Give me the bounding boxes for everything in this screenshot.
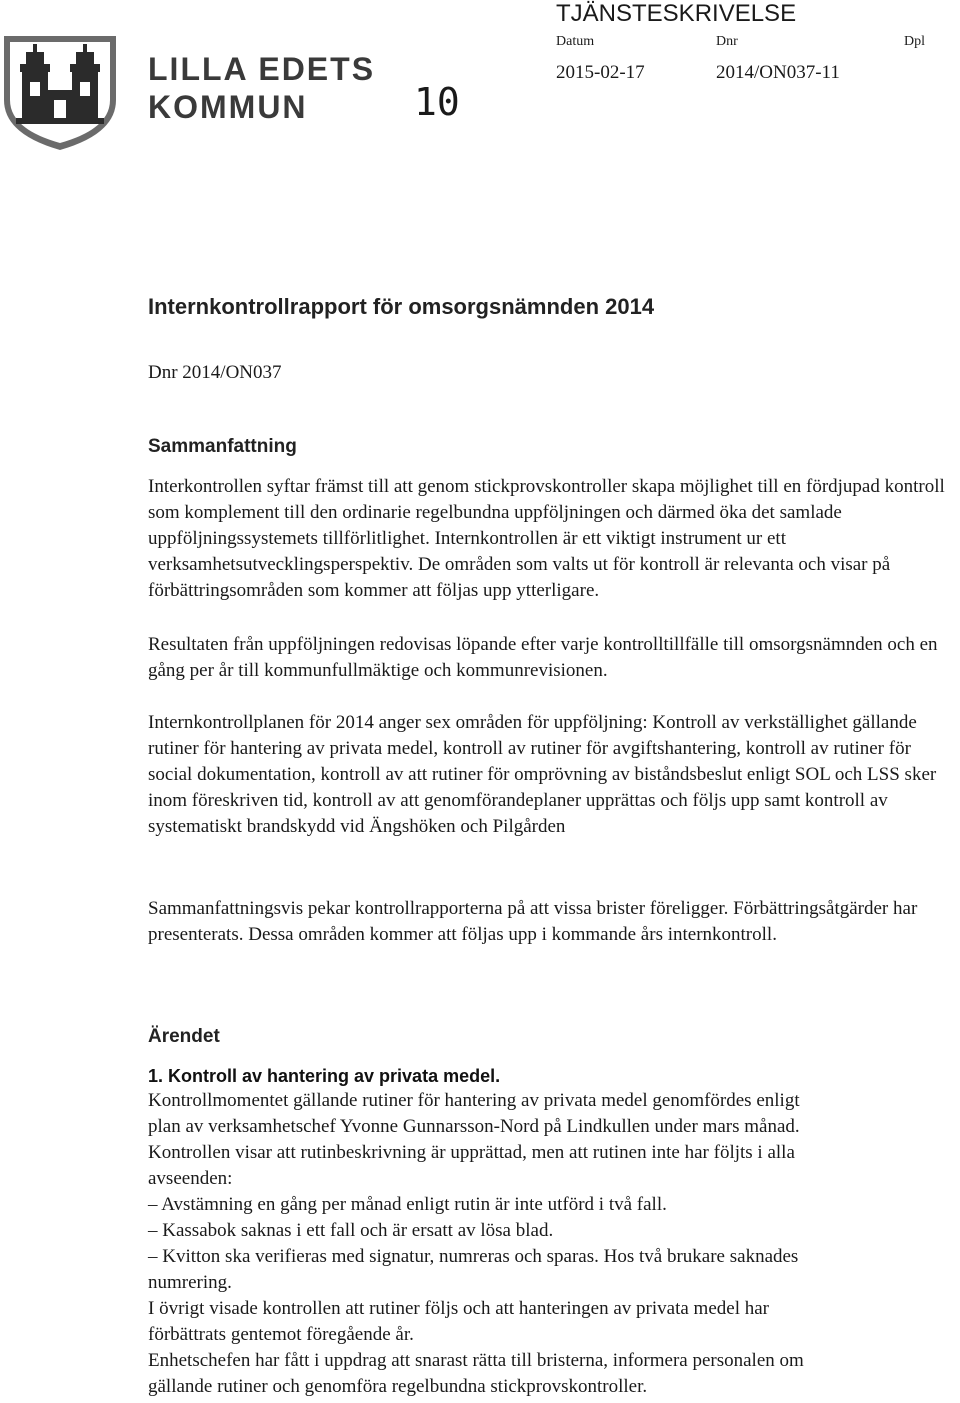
date-label: Datum — [556, 34, 595, 49]
case-line: avseenden: — [148, 1168, 233, 1189]
case-line: Kontrollen visar att rutinbeskrivning är upprättad, men att rutinen inte har följts i alla — [148, 1142, 795, 1163]
case-line: förbättrats gentemot föregående år. — [148, 1324, 414, 1345]
summary-paragraph-3: Internkontrollplanen för 2014 anger sex områden för uppföljning: Kontroll av verkställighet gällande rutiner för hantering av privata medel, kontroll av rutiner för avgiftshantering, kontroll av rutiner för social dokumentation, kontroll av att rutiner för omprövning av biståndsbeslut enligt SOL och LSS sker inom föreskriven tid, kontroll av att genomförandeplaner upprättas och följs upp samt kontroll av systematiskt brandskydd vid Ängshöken och Pilgården — [148, 712, 937, 837]
dnr-line: Dnr 2014/ON037 — [148, 362, 282, 383]
section-1-title: 1. Kontroll av hantering av privata medel. — [148, 1066, 501, 1086]
municipality-name-line1: LILLA EDETS — [148, 51, 376, 87]
case-bullet: – Avstämning en gång per månad enligt rutin är inte utförd i två fall. — [148, 1194, 667, 1215]
coat-of-arms-icon — [0, 30, 120, 152]
case-bullet: – Kvitton ska verifieras med signatur, numreras och sparas. Hos två brukare saknades — [148, 1246, 799, 1267]
dnr-label: Dnr — [716, 34, 738, 49]
municipality-name-line2: KOMMUN — [148, 89, 308, 125]
municipality-name — [148, 50, 375, 126]
case-line: numrering. — [148, 1272, 232, 1293]
document-number: 10 — [414, 80, 460, 124]
case-heading: Ärendet — [148, 1026, 220, 1047]
summary-paragraph-1: Interkontrollen syftar främst till att genom stickprovskontroller skapa möjlighet till en fördjupad kontroll som komplement till den ordinarie regelbundna uppföljningen och därmed öka det samlade uppföljningssystemets tillförlitlighet. Internkontrollen är ett viktigt instrument ur ett verksamhetsutvecklingsperspektiv. De områden som valts ut för kontroll är relevanta och visar på förbättringsområden som kommer att följas upp ytterligare. — [148, 476, 945, 601]
case-line: gällande rutiner och genomföra regelbundna stickprovskontroller. — [148, 1376, 648, 1397]
document-type: TJÄNSTESKRIVELSE — [556, 0, 797, 27]
case-line: Kontrollmomentet gällande rutiner för hantering av privata medel genomfördes enligt — [148, 1090, 800, 1111]
date-value: 2015-02-17 — [556, 62, 645, 83]
case-bullet: – Kassabok saknas i ett fall och är ersatt av lösa blad. — [148, 1220, 554, 1241]
case-line: Enhetschefen har fått i uppdrag att snarast rätta till bristerna, informera personalen om — [148, 1350, 804, 1371]
summary-paragraph-4: Sammanfattningsvis pekar kontrollrapporterna på att vissa brister föreligger. Förbättringsåtgärder har presenterats. Dessa områden kommer att följas upp i kommande års internkontroll. — [148, 898, 918, 945]
document-title: Internkontrollrapport för omsorgsnämnden 2014 — [148, 294, 655, 319]
dnr-value: 2014/ON037-11 — [716, 62, 840, 83]
dpl-label: Dpl — [904, 34, 925, 49]
case-line: I övrigt visade kontrollen att rutiner följs och att hanteringen av privata medel har — [148, 1298, 769, 1319]
summary-paragraph-2: Resultaten från uppföljningen redovisas löpande efter varje kontrolltillfälle till omsorgsnämnden och en gång per år till kommunfullmäktige och kommunrevisionen. — [148, 634, 938, 681]
case-line: plan av verksamhetschef Yvonne Gunnarsson-Nord på Lindkullen under mars månad. — [148, 1116, 800, 1137]
summary-heading: Sammanfattning — [148, 436, 297, 457]
